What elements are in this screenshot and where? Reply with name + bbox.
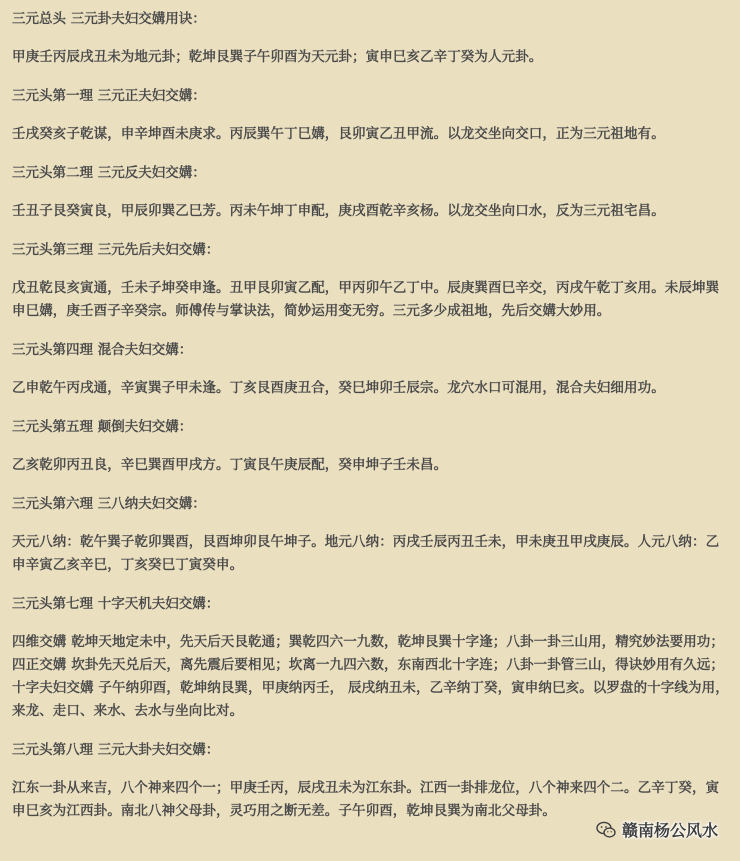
section-body: 壬戌癸亥子乾谋，申辛坤酉未庚求。丙辰巽午丁巳媾，艮卯寅乙丑甲流。以龙交坐向交口，正为三元祖地有。 (12, 126, 665, 142)
section-4 (12, 339, 730, 400)
wechat-icon (596, 821, 616, 839)
section-5 (12, 416, 730, 477)
section-body: 乙亥乾卯丙丑良，辛巳巽酉甲戌方。丁寅艮午庚辰配，癸申坤子壬未昌。 (12, 457, 448, 473)
section-heading: 三元头第五理 颠倒夫妇交媾： (12, 419, 193, 435)
section-0 (12, 8, 730, 69)
section-2 (12, 162, 730, 223)
section-1 (12, 85, 730, 146)
section-7 (12, 593, 730, 723)
section-heading: 三元头第一理 三元正夫妇交媾： (12, 88, 206, 104)
section-3 (12, 239, 730, 323)
section-heading: 三元头第三理 三元先后夫妇交媾： (12, 242, 220, 258)
section-body: 壬丑子艮癸寅良，甲辰卯巽乙巳芳。丙未午坤丁申配，庚戌酉乾辛亥杨。以龙交坐向口水，反为三元祖宅昌。 (12, 203, 665, 219)
section-body: 江东一卦从来吉，八个神来四个一；甲庚壬丙，辰戌丑未为江东卦。江西一卦排龙位，八个神来四个二。乙辛丁癸，寅申巳亥为江西卦。南北八神父母卦，灵巧用之断无差。子午卯酉，乾坤艮巽为南北父母卦。 (12, 780, 720, 819)
section-body: 天元八纳：乾午巽子乾卯巽酉，艮酉坤卯艮午坤子。地元八纳：丙戌壬辰丙丑壬未，甲未庚丑甲戌庚辰。人元八纳：乙申辛寅乙亥辛巳，丁亥癸巳丁寅癸申。 (12, 534, 720, 573)
section-body: 四维交媾 乾坤天地定未中，先天后天艮乾通；巽乾四六一九数，乾坤艮巽十字逢；八卦一卦三山用，精究妙法要用功；四正交媾 坎卦先天兑后天，离先震后要相见；坎离一九四六数，东南西北十字连；八卦一卦管三山，得诀妙用有久远；十字夫妇交媾 子午纳卯酉，乾坤纳艮巽，甲庚纳丙壬， 辰戌纳丑未，乙辛纳丁癸，寅申纳巳亥。以罗盘的十字线为用，来龙、走口、来水、去水与坐向比对。 (12, 634, 729, 719)
section-heading: 三元头第二理 三元反夫妇交媾： (12, 165, 206, 181)
section-8 (12, 739, 730, 823)
section-heading: 三元头第八理 三元大卦夫妇交媾： (12, 742, 220, 758)
section-heading: 三元总头 三元卦夫妇交媾用诀： (12, 11, 206, 27)
section-6 (12, 493, 730, 577)
section-heading: 三元头第七理 十字天机夫妇交媾： (12, 596, 220, 612)
section-body: 戊丑乾艮亥寅通，壬未子坤癸申逢。丑甲艮卯寅乙配，甲丙卯午乙丁中。辰庚巽酉巳辛交，丙戌午乾丁亥用。未辰坤巽申巳媾，庚壬酉子辛癸宗。师傅传与掌诀法，简妙运用变无穷。三元多少成祖地，先后交媾大妙用。 (12, 280, 720, 319)
watermark (596, 818, 718, 841)
section-heading: 三元头第六理 三八纳夫妇交媾： (12, 496, 206, 512)
section-body: 乙申乾午丙戌通，辛寅巽子甲未逢。丁亥艮酉庚丑合，癸巳坤卯壬辰宗。龙穴水口可混用，混合夫妇细用功。 (12, 380, 665, 396)
section-body: 甲庚壬丙辰戌丑未为地元卦；乾坤艮巽子午卯酉为天元卦；寅申巳亥乙辛丁癸为人元卦。 (12, 49, 543, 65)
section-heading: 三元头第四理 混合夫妇交媾： (12, 342, 193, 358)
watermark-text: 赣南杨公风水 (621, 821, 718, 840)
